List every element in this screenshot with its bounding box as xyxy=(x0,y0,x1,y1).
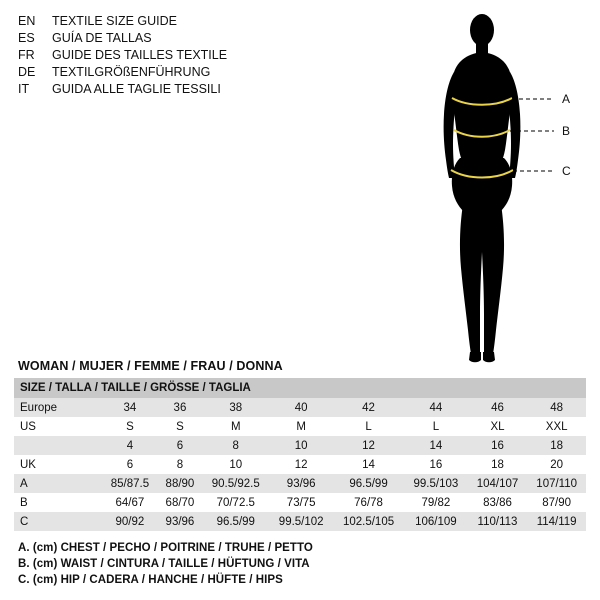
row-label: A xyxy=(14,474,102,493)
cell: XXL xyxy=(527,417,586,436)
cell: 44 xyxy=(404,398,468,417)
cell: S xyxy=(158,417,202,436)
language-code: EN xyxy=(18,14,36,28)
legend-item-a: A. (cm) CHEST / PECHO / POITRINE / TRUHE / PETTO xyxy=(18,542,313,554)
cell: 114/119 xyxy=(527,512,586,531)
row-label: UK xyxy=(14,455,102,474)
cell: 96.5/99 xyxy=(202,512,269,531)
cell: 90/92 xyxy=(102,512,158,531)
cell: 16 xyxy=(468,436,528,455)
cell: 16 xyxy=(404,455,468,474)
table-row xyxy=(14,398,586,417)
language-row xyxy=(18,82,318,97)
cell: 106/109 xyxy=(404,512,468,531)
cell: S xyxy=(102,417,158,436)
cell: 93/96 xyxy=(269,474,333,493)
cell: 14 xyxy=(333,455,404,474)
cell: 79/82 xyxy=(404,493,468,512)
cell: 90.5/92.5 xyxy=(202,474,269,493)
cell: M xyxy=(202,417,269,436)
marker-label-c: C xyxy=(562,164,571,178)
legend-item-b: B. (cm) WAIST / CINTURA / TAILLE / HÜFTUNG / VITA xyxy=(18,558,310,570)
cell: 76/78 xyxy=(333,493,404,512)
cell: 4 xyxy=(102,436,158,455)
cell: 102.5/105 xyxy=(333,512,404,531)
table-header-label: SIZE / TALLA / TAILLE / GRÖSSE / TAGLIA xyxy=(14,378,586,398)
cell: 18 xyxy=(527,436,586,455)
table-header-row xyxy=(14,378,586,398)
table-row xyxy=(14,436,586,455)
row-label: Europe xyxy=(14,398,102,417)
cell: 8 xyxy=(158,455,202,474)
cell: 96.5/99 xyxy=(333,474,404,493)
cell: 42 xyxy=(333,398,404,417)
marker-label-b: B xyxy=(562,124,571,138)
language-list xyxy=(18,14,318,99)
cell: 68/70 xyxy=(158,493,202,512)
cell: 10 xyxy=(269,436,333,455)
cell: 14 xyxy=(404,436,468,455)
language-code: ES xyxy=(18,31,35,45)
row-label: B xyxy=(14,493,102,512)
cell: 34 xyxy=(102,398,158,417)
cell: 48 xyxy=(527,398,586,417)
cell: 36 xyxy=(158,398,202,417)
table-row xyxy=(14,474,586,493)
cell: 6 xyxy=(102,455,158,474)
language-row xyxy=(18,31,318,46)
cell: 10 xyxy=(202,455,269,474)
language-text: GUIDA ALLE TAGLIE TESSILI xyxy=(52,82,221,96)
cell: 99.5/103 xyxy=(404,474,468,493)
language-text: GUIDE DES TAILLES TEXTILE xyxy=(52,48,228,62)
row-label: US xyxy=(14,417,102,436)
cell: 83/86 xyxy=(468,493,528,512)
cell: 8 xyxy=(202,436,269,455)
cell: L xyxy=(333,417,404,436)
cell: 93/96 xyxy=(158,512,202,531)
cell: 87/90 xyxy=(527,493,586,512)
cell: 107/110 xyxy=(527,474,586,493)
legend-item-c: C. (cm) HIP / CADERA / HANCHE / HÜFTE / HIPS xyxy=(18,574,283,586)
cell: 12 xyxy=(333,436,404,455)
table-row xyxy=(14,493,586,512)
table-row xyxy=(14,417,586,436)
cell: 64/67 xyxy=(102,493,158,512)
body-silhouette xyxy=(444,14,521,362)
cell: L xyxy=(404,417,468,436)
language-code: DE xyxy=(18,65,36,79)
cell: 20 xyxy=(527,455,586,474)
measurement-legend xyxy=(18,540,313,588)
cell: 38 xyxy=(202,398,269,417)
table-row xyxy=(14,455,586,474)
cell: 6 xyxy=(158,436,202,455)
cell: 12 xyxy=(269,455,333,474)
row-label: C xyxy=(14,512,102,531)
language-row xyxy=(18,14,318,29)
table-row xyxy=(14,512,586,531)
cell: 88/90 xyxy=(158,474,202,493)
marker-label-a: A xyxy=(562,92,571,106)
section-title: WOMAN / MUJER / FEMME / FRAU / DONNA xyxy=(18,359,283,373)
cell: 104/107 xyxy=(468,474,528,493)
language-code: FR xyxy=(18,48,35,62)
language-row xyxy=(18,48,318,63)
size-table xyxy=(14,378,586,531)
cell: 73/75 xyxy=(269,493,333,512)
language-text: GUÍA DE TALLAS xyxy=(52,31,152,45)
cell: 18 xyxy=(468,455,528,474)
cell: 99.5/102 xyxy=(269,512,333,531)
language-text: TEXTILE SIZE GUIDE xyxy=(52,14,178,28)
cell: M xyxy=(269,417,333,436)
cell: 46 xyxy=(468,398,528,417)
language-row xyxy=(18,65,318,80)
cell: 110/113 xyxy=(468,512,528,531)
cell: 85/87.5 xyxy=(102,474,158,493)
row-label xyxy=(14,436,102,455)
cell: XL xyxy=(468,417,528,436)
cell: 40 xyxy=(269,398,333,417)
cell: 70/72.5 xyxy=(202,493,269,512)
female-body-figure xyxy=(430,8,590,368)
language-text: TEXTILGRÖßENFÜHRUNG xyxy=(52,65,211,79)
language-code: IT xyxy=(18,82,30,96)
